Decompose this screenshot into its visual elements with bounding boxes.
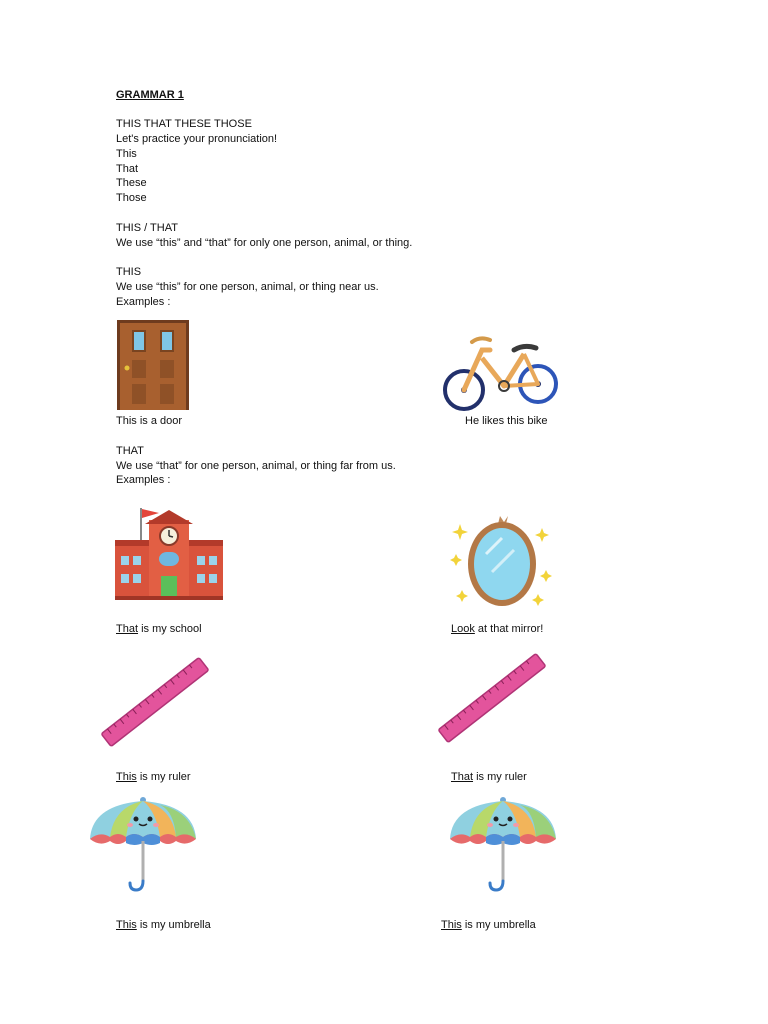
mirror-icon [452, 514, 552, 610]
intro-heading: THIS THAT THESE THOSE [116, 118, 252, 130]
word-this: This [116, 148, 137, 160]
caption-door: This is a door [116, 415, 183, 427]
that-heading: THAT [116, 445, 144, 457]
umbrella-icon [90, 797, 196, 893]
bike-icon [444, 328, 562, 416]
ruler-icon [100, 658, 210, 746]
caption-mirror-rest: at that mirror! [474, 623, 544, 635]
caption-umbrella-right [441, 919, 536, 932]
caption-ruler-right [451, 771, 527, 784]
caption-ruler-left [116, 771, 191, 784]
door-icon [117, 320, 189, 410]
word-that: That [116, 163, 139, 175]
caption-mirror-keyword: Look [451, 623, 475, 635]
caption-ruler-left-keyword: This [116, 771, 137, 783]
this-examples-label: Examples : [116, 296, 171, 308]
caption-umbrella-right-rest: is my umbrella [461, 919, 536, 931]
caption-bike: He likes this bike [465, 415, 548, 427]
school-icon [115, 506, 223, 600]
this-that-heading: THIS / THAT [116, 222, 178, 234]
that-examples-label: Examples : [116, 474, 171, 486]
caption-umbrella-left [116, 919, 211, 932]
caption-umbrella-right-keyword: This [441, 919, 462, 931]
caption-school-rest: is my school [138, 623, 202, 635]
caption-umbrella-left-keyword: This [116, 919, 137, 931]
page-title: GRAMMAR 1 [116, 89, 184, 101]
word-those: Those [116, 192, 147, 204]
caption-school-keyword: That [116, 623, 139, 635]
caption-mirror [451, 623, 543, 636]
caption-ruler-right-rest: is my ruler [473, 771, 527, 783]
word-these: These [116, 177, 147, 189]
ruler-icon [437, 654, 547, 742]
caption-school [116, 623, 202, 636]
intro-practice: Let's practice your pronunciation! [116, 133, 278, 145]
caption-ruler-right-keyword: That [451, 771, 474, 783]
this-rule: We use “this” for one person, animal, or thing near us. [116, 281, 379, 293]
caption-ruler-left-rest: is my ruler [136, 771, 191, 783]
that-rule: We use “that” for one person, animal, or thing far from us. [116, 460, 396, 472]
this-that-rule: We use “this” and “that” for only one person, animal, or thing. [116, 237, 413, 249]
umbrella-icon [450, 797, 556, 893]
caption-umbrella-left-rest: is my umbrella [136, 919, 211, 931]
this-heading: THIS [116, 266, 142, 278]
